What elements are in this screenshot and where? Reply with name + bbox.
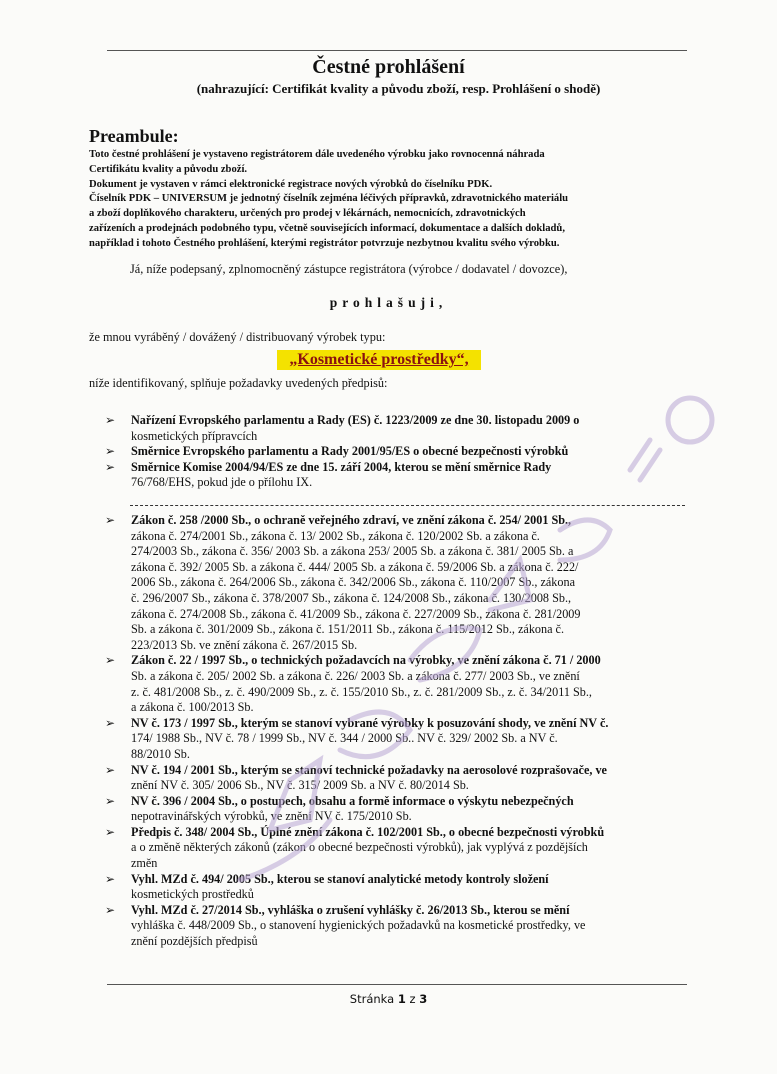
preamble-line: Certifikátu kvality a původu zboží. bbox=[89, 163, 248, 175]
regulation-line: Vyhl. MZd č. 494/ 2005 Sb., kterou se stanoví analytické metody kontroly složení bbox=[131, 871, 549, 886]
cz-regulations-list bbox=[105, 513, 685, 950]
eu-regulations-list bbox=[105, 413, 685, 491]
regulation-line: 2006 Sb., zákona č. 264/2006 Sb., zákona č. 342/2006 Sb., zákona č. 110/2007 Sb., zákona bbox=[131, 575, 575, 590]
regulation-line: kosmetických prostředků bbox=[131, 887, 254, 902]
preamble-line: Číselník PDK – UNIVERSUM je jednotný číselník zejména léčivých přípravků, zdravotnického materiálu bbox=[89, 193, 569, 205]
regulation-line: Směrnice Evropského parlamentu a Rady 2001/95/ES o obecné bezpečnosti výrobků bbox=[131, 444, 569, 459]
regulation-item bbox=[105, 716, 685, 763]
arrow-bullet-icon: ➢ bbox=[105, 653, 116, 668]
product-name: „Kosmetické prostředky“, bbox=[289, 351, 469, 368]
regulation-line: Sb. a zákona č. 301/2009 Sb., zákona č. 151/2011 Sb., zákona č. 115/2012 Sb., zákona č. bbox=[131, 622, 565, 637]
regulation-line: NV č. 396 / 2004 Sb., o postupech, obsahu a formě informace o výskytu nebezpečných bbox=[131, 793, 574, 808]
arrow-bullet-icon: ➢ bbox=[105, 413, 116, 427]
regulation-item bbox=[105, 825, 685, 872]
regulation-line: Nařízení Evropského parlamentu a Rady (ES) č. 1223/2009 ze dne 30. listopadu 2009 o bbox=[131, 413, 580, 427]
regulation-line: zákona č. 392/ 2005 Sb. a zákona č. 444/ 2005 Sb. a zákona č. 59/2006 Sb. a zákona č. 222/ bbox=[131, 559, 579, 574]
regulation-line: Zákon č. 258 /2000 Sb., o ochraně veřejného zdraví, ve znění zákona č. 254/ 2001 Sb., bbox=[131, 513, 572, 527]
regulation-line: Zákon č. 22 / 1997 Sb., o technických požadavcích na výrobky, ve znění zákona č. 71 / 2000 bbox=[131, 653, 601, 668]
footer-page-total: 3 bbox=[419, 992, 428, 1006]
preamble-line: zařízeních a prodejnách podobného typu, včetně souvisejících informací, dokumentace a dalších dokladů, bbox=[89, 222, 565, 234]
regulation-item bbox=[105, 513, 685, 653]
regulation-line: NV č. 173 / 1997 Sb., kterým se stanoví vybrané výrobky k posuzování shody, ve znění NV č. bbox=[131, 715, 609, 730]
regulation-item bbox=[105, 763, 685, 794]
regulation-line: zákona č. 274/2008 Sb., zákona č. 41/2009 Sb., zákona č. 227/2009 Sb., zákona č. 281/2009 bbox=[131, 606, 581, 621]
top-rule bbox=[107, 50, 687, 51]
regulation-line: kosmetických přípravcích bbox=[131, 428, 258, 443]
regulation-item bbox=[105, 413, 685, 444]
document-subtitle: (nahrazující: Certifikát kvality a původu zboží, resp. Prohlášení o shodě) bbox=[196, 81, 601, 96]
regulation-line: 76/768/EHS, pokud jde o přílohu IX. bbox=[131, 475, 313, 490]
requirements-line: níže identifikovaný, splňuje požadavky uvedených předpisů: bbox=[89, 376, 388, 390]
preamble-line: Dokument je vystaven v rámci elektronické registrace nových výrobků do číselníku PDK. bbox=[89, 178, 493, 190]
preamble-line: Toto čestné prohlášení je vystaveno registrátorem dále uvedeného výrobku jako rovnocenná náhrada bbox=[89, 149, 545, 160]
regulation-line: z. č. 481/2008 Sb., z. č. 490/2009 Sb., z. č. 155/2010 Sb., z. č. 281/2009 Sb., z. č. 34/2011 Sb., bbox=[131, 684, 592, 699]
footer-page-number: 1 bbox=[397, 992, 406, 1006]
regulation-line: 274/2003 Sb., zákona č. 356/ 2003 Sb. a zákona 253/ 2005 Sb. a zákona č. 381/ 2005 Sb. a bbox=[131, 544, 574, 559]
footer-middle: z bbox=[405, 992, 420, 1006]
regulation-line: Vyhl. MZd č. 27/2014 Sb., vyhláška o zrušení vyhlášky č. 26/2013 Sb., kterou se mění bbox=[131, 902, 570, 917]
page-footer bbox=[0, 992, 777, 1006]
preamble-heading: Preambule: bbox=[89, 126, 179, 146]
preamble-line: například i tohoto Čestného prohlášení, kterými registrátor potvrzuje nezbytnou kvalitu svého výrobku. bbox=[89, 237, 560, 249]
regulation-item bbox=[105, 444, 685, 460]
product-type-line: že mnou vyráběný / dovážený / distribuovaný výrobek typu: bbox=[89, 330, 386, 344]
regulation-item bbox=[105, 794, 685, 825]
arrow-bullet-icon: ➢ bbox=[105, 444, 116, 459]
preamble-line: a zboží doplňkového charakteru, určených pro prodej v lékárnách, nemocnicích, zdravotnických bbox=[89, 208, 526, 220]
regulation-line: 223/2013 Sb. ve znění zákona č. 267/2015 Sb. bbox=[131, 637, 358, 652]
arrow-bullet-icon: ➢ bbox=[105, 871, 116, 886]
regulation-line: 88/2010 Sb. bbox=[131, 746, 190, 761]
regulation-line: 174/ 1988 Sb., NV č. 78 / 1999 Sb., NV č. 344 / 2000 Sb.. NV č. 329/ 2002 Sb. a NV č. bbox=[131, 731, 558, 746]
regulation-line: změn bbox=[131, 856, 158, 871]
footer-prefix: Stránka bbox=[349, 992, 398, 1006]
regulation-line: a zákona č. 100/2013 Sb. bbox=[131, 700, 254, 715]
declaration-verb: prohlašuji, bbox=[329, 295, 448, 310]
regulation-line: č. 296/2007 Sb., zákona č. 378/2007 Sb., zákona č. 124/2008 Sb., zákona č. 130/2008 Sb., bbox=[131, 590, 572, 605]
regulation-line: znění NV č. 305/ 2006 Sb., NV č. 315/ 2009 Sb. a NV č. 80/2014 Sb. bbox=[131, 778, 469, 793]
regulation-item bbox=[105, 872, 685, 903]
arrow-bullet-icon: ➢ bbox=[105, 824, 116, 839]
regulation-line: NV č. 194 / 2001 Sb., kterým se stanoví technické požadavky na aerosolové rozprašovače, ve bbox=[131, 762, 607, 777]
regulation-line: vyhláška č. 448/2009 Sb., o stanovení hygienických požadavků na kosmetické prostředky, ve bbox=[131, 918, 586, 933]
document-title: Čestné prohlášení bbox=[312, 56, 465, 78]
regulation-line: Směrnice Komise 2004/94/ES ze dne 15. září 2004, kterou se mění směrnice Rady bbox=[131, 459, 552, 474]
arrow-bullet-icon: ➢ bbox=[105, 902, 116, 917]
regulation-item bbox=[105, 460, 685, 491]
regulation-line: nepotravinářských výrobků, ve znění NV č. 175/2010 Sb. bbox=[131, 809, 412, 824]
arrow-bullet-icon: ➢ bbox=[105, 793, 116, 808]
arrow-bullet-icon: ➢ bbox=[105, 459, 116, 474]
dashed-separator bbox=[130, 505, 685, 506]
arrow-bullet-icon: ➢ bbox=[105, 715, 116, 730]
regulation-line: zákona č. 274/2001 Sb., zákona č. 13/ 2002 Sb., zákona č. 120/2002 Sb. a zákona č. bbox=[131, 528, 540, 543]
regulation-line: znění pozdějších předpisů bbox=[131, 934, 258, 949]
regulation-item bbox=[105, 903, 685, 950]
preamble-text bbox=[89, 148, 689, 252]
regulation-line: Předpis č. 348/ 2004 Sb., Úplné znění zákona č. 102/2001 Sb., o obecné bezpečnosti výrobků bbox=[131, 824, 605, 839]
bottom-rule bbox=[107, 984, 687, 985]
declaration-intro: Já, níže podepsaný, zplnomocněný zástupce registrátora (výrobce / dodavatel / dovozce), bbox=[130, 262, 568, 276]
regulation-item bbox=[105, 653, 685, 715]
product-highlight bbox=[277, 350, 481, 370]
arrow-bullet-icon: ➢ bbox=[105, 513, 116, 527]
arrow-bullet-icon: ➢ bbox=[105, 762, 116, 777]
regulation-line: a o změně některých zákonů (zákon o obecné bezpečnosti výrobků), jak vyplývá z pozdějších bbox=[131, 840, 588, 855]
regulation-line: Sb. a zákona č. 205/ 2002 Sb. a zákona č. 226/ 2003 Sb. a zákona č. 277/ 2003 Sb., ve znění bbox=[131, 668, 580, 683]
